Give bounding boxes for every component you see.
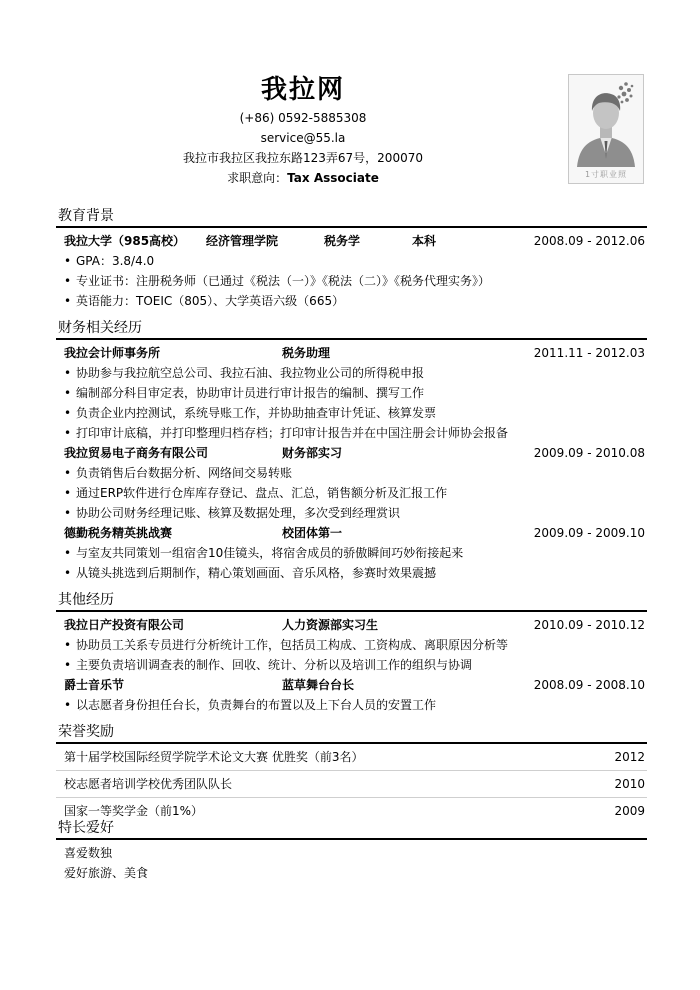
organization-name: 我拉贸易电子商务有限公司	[64, 446, 209, 460]
award-year: 2010	[614, 777, 645, 791]
list-item: • 主要负责培训调查表的制作、回收、统计、分析以及培训工作的组织与协调	[56, 655, 647, 675]
role-name: 财务部实习	[282, 446, 343, 460]
education-row	[56, 231, 647, 251]
list-item: • 专业证书：注册税务师（已通过《税法（一）》《税法（二）》《税务代理实务》）	[56, 271, 647, 291]
email-address: service@55.la	[260, 131, 346, 145]
list-item: • 通过ERP软件进行仓库库存登记、盘点、汇总，销售额分析及汇报工作	[56, 483, 647, 503]
organization-name: 德勤税务精英挑战赛	[64, 526, 173, 540]
objective-value: Tax Associate	[287, 171, 379, 185]
education-date: 2008.09 - 2012.06	[533, 234, 645, 248]
award-item	[56, 774, 647, 794]
section-title: 特长爱好	[56, 818, 647, 840]
award-text: 校志愿者培训学校优秀团队队长	[64, 777, 233, 791]
role-name: 人力资源部实习生	[282, 618, 379, 632]
award-year: 2012	[614, 750, 645, 764]
award-text: 第十届学校国际经贸学院学术论文大赛 优胜奖（前3名）	[64, 750, 364, 764]
award-year: 2009	[614, 804, 645, 818]
list-item: • 以志愿者身份担任台长，负责舞台的布置以及上下台人员的安置工作	[56, 695, 647, 715]
list-item: • 与室友共同策划一组宿舍10佳镜头，将宿舍成员的骄傲瞬间巧妙衔接起来	[56, 543, 647, 563]
experience-date: 2009.09 - 2009.10	[533, 526, 645, 540]
degree-name: 本科	[412, 234, 437, 248]
objective-label: 求职意向：	[227, 171, 288, 185]
list-item: • 负责企业内控测试，系统导账工作，并协助抽查审计凭证、核算发票	[56, 403, 647, 423]
list-item: • 协助员工关系专员进行分析统计工作，包括员工构成、工资构成、离职原因分析等	[56, 635, 647, 655]
resume-header	[56, 72, 550, 188]
awards-section	[56, 722, 647, 821]
avatar-silhouette-icon	[569, 75, 643, 167]
role-name: 蓝草舞台台长	[282, 678, 355, 692]
experience-header	[56, 675, 647, 695]
role-name: 税务助理	[282, 346, 331, 360]
award-text: 国家一等奖学金（前1%）	[64, 804, 204, 818]
job-objective	[56, 168, 550, 188]
education-section	[56, 206, 647, 311]
hobbies-section	[56, 818, 647, 883]
organization-name: 爵士音乐节	[64, 678, 125, 692]
list-item: • 协助公司财务经理记账、核算及数据处理，多次受到经理赏识	[56, 503, 647, 523]
college-name: 经济管理学院	[206, 234, 279, 248]
finance-experience-section	[56, 318, 647, 583]
list-item: • 编制部分科目审定表，协助审计员进行审计报告的编制、撰写工作	[56, 383, 647, 403]
list-item: • 从镜头挑选到后期制作，精心策划画面、音乐风格，参赛时效果震撼	[56, 563, 647, 583]
experience-date: 2009.09 - 2010.08	[533, 446, 645, 460]
list-item: • 负责销售后台数据分析、网络间交易转账	[56, 463, 647, 483]
hobby-item: 喜爱数独	[64, 846, 113, 860]
other-experience-section	[56, 590, 647, 715]
award-item	[56, 747, 647, 767]
section-title: 其他经历	[56, 590, 647, 612]
organization-name: 我拉会计师事务所	[64, 346, 161, 360]
section-title: 教育背景	[56, 206, 647, 228]
candidate-name: 我拉网	[260, 75, 345, 105]
experience-header	[56, 343, 647, 363]
divider	[56, 797, 647, 798]
experience-date: 2008.09 - 2008.10	[533, 678, 645, 692]
experience-header	[56, 615, 647, 635]
section-title: 荣誉奖励	[56, 722, 647, 744]
photo-caption: 1寸职业照	[584, 170, 628, 179]
role-name: 校团体第一	[282, 526, 343, 540]
school-name: 我拉大学（985高校）	[64, 234, 186, 248]
profile-photo-placeholder	[568, 74, 644, 184]
divider	[56, 770, 647, 771]
section-title: 财务相关经历	[56, 318, 647, 340]
experience-header	[56, 443, 647, 463]
experience-date: 2010.09 - 2010.12	[533, 618, 645, 632]
list-item: • 打印审计底稿，并打印整理归档存档；打印审计报告并在中国注册会计师协会报备	[56, 423, 647, 443]
phone-number: (+86) 0592-5885308	[239, 111, 367, 125]
major-name: 税务学	[324, 234, 361, 248]
hobby-item: 爱好旅游、美食	[64, 866, 149, 880]
postal-address: 我拉市我拉区我拉东路123弄67号，200070	[183, 151, 423, 165]
list-item: • 英语能力：TOEIC（805）、大学英语六级（665）	[56, 291, 647, 311]
list-item: • GPA：3.8/4.0	[56, 251, 647, 271]
experience-date: 2011.11 - 2012.03	[533, 346, 645, 360]
list-item: • 协助参与我拉航空总公司、我拉石油、我拉物业公司的所得税申报	[56, 363, 647, 383]
organization-name: 我拉日产投资有限公司	[64, 618, 185, 632]
experience-header	[56, 523, 647, 543]
